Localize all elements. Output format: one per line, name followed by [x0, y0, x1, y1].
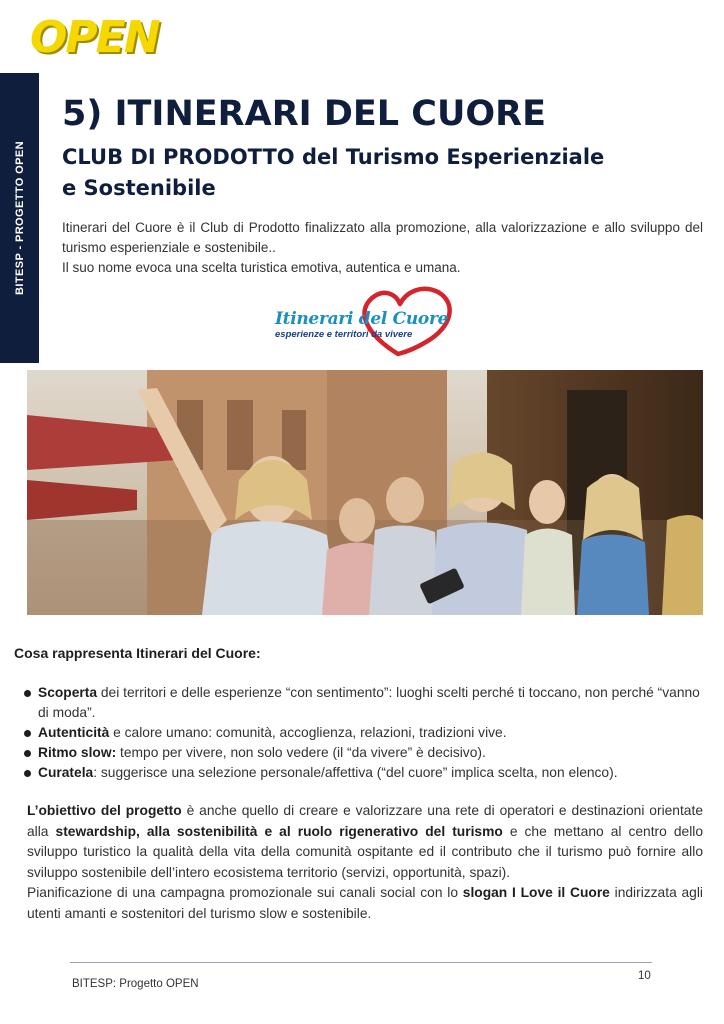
page-subtitle: [62, 142, 682, 204]
brand-tagline: esperienze e territori da vivere: [275, 329, 413, 340]
brand-title: Itinerari del Cuore: [275, 309, 449, 329]
open-logo: OPEN: [30, 12, 159, 63]
body-paragraph: [27, 801, 703, 924]
intro-paragraph-2: Il suo nome evoca una scelta turistica emotiva, autentica e umana.: [62, 260, 461, 275]
intro-text: [62, 218, 703, 278]
footer-label: BITESP: Progetto OPEN: [72, 978, 199, 990]
list-item: Curatela: suggerisce una selezione personale/affettiva (“del cuore” implica scelta, non elenco).: [22, 763, 712, 783]
campaign-paragraph: Pianificazione di una campagna promozionale sui canali social con lo slogan I Love il Cuore indirizzata agli utenti amanti e sostenitori del turismo slow e sostenibile.: [27, 885, 703, 921]
footer-divider: [70, 962, 652, 963]
section-heading: Cosa rappresenta Itinerari del Cuore:: [14, 645, 261, 661]
objective-paragraph: L’obiettivo del progetto è anche quello di creare e valorizzare una rete di operatori e destinazioni orientate alla stewardship, alla sostenibilità e al ruolo rigenerativo del turismo e che mettano al centro dello sviluppo turistico la qualità della vita della comunità ospitante ed il contributo che il turismo può fornire allo sviluppo sostenibile dell’intero ecosistema territorio (servizi, opportunità, spazi).: [27, 803, 703, 880]
tourists-photo: [27, 370, 703, 615]
list-item: Ritmo slow: tempo per vivere, non solo vedere (il “da vivere” è decisivo).: [22, 743, 712, 763]
bullet-list: [22, 683, 712, 783]
side-label: BITESP - PROGETTO OPEN: [13, 141, 26, 295]
list-item: Autenticità e calore umano: comunità, accoglienza, relazioni, tradizioni vive.: [22, 723, 712, 743]
subtitle-line-2: e Sostenibile: [62, 176, 216, 200]
list-item: Scoperta dei territori e delle esperienze “con sentimento”: luoghi scelti perché ti toccano, non perché “vanno di moda”.: [22, 683, 712, 723]
itinerari-del-cuore-logo: [270, 286, 460, 358]
page-number: 10: [638, 970, 651, 982]
side-band: [0, 73, 39, 363]
intro-paragraph-1: Itinerari del Cuore è il Club di Prodotto finalizzato alla promozione, alla valorizzazione e allo sviluppo del turismo esperienziale e sostenibile..: [62, 220, 703, 255]
subtitle-line-1: CLUB DI PRODOTTO del Turismo Esperienziale: [62, 145, 605, 169]
page-title: 5) ITINERARI DEL CUORE: [62, 94, 547, 134]
